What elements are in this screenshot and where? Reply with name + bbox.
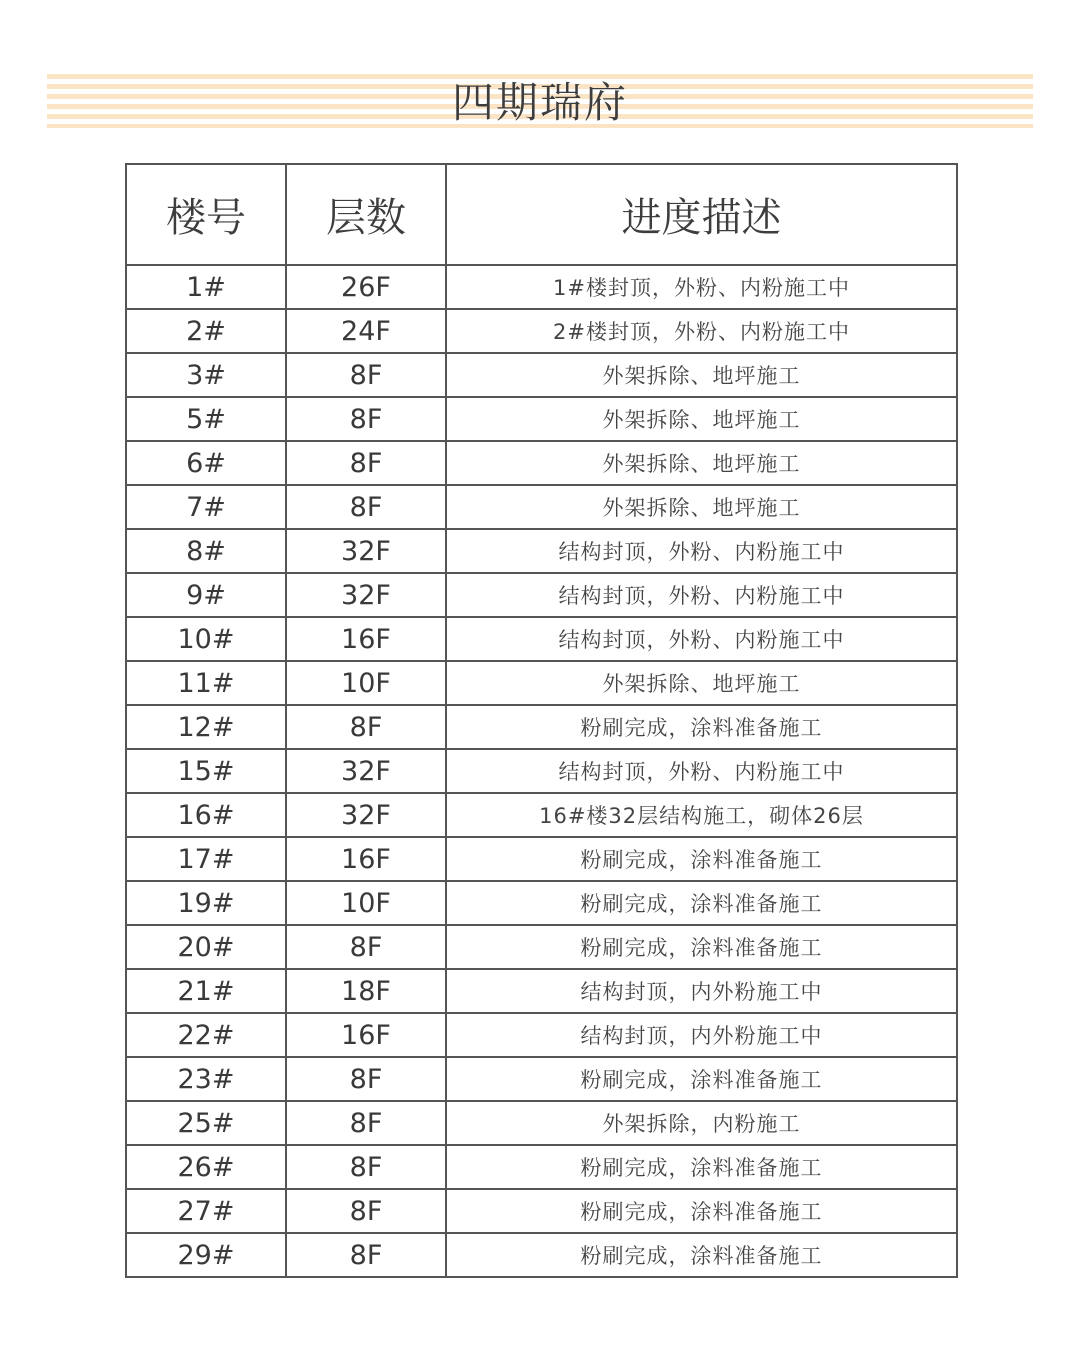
floor-count-cell: 18F <box>286 969 446 1013</box>
table-row <box>126 969 957 1013</box>
table-row <box>126 573 957 617</box>
floor-count-cell: 8F <box>286 1145 446 1189</box>
floor-count-cell: 32F <box>286 749 446 793</box>
progress-description-cell: 粉刷完成，涂料准备施工 <box>446 1233 957 1277</box>
floor-count-cell: 8F <box>286 1233 446 1277</box>
progress-description-cell: 粉刷完成，涂料准备施工 <box>446 881 957 925</box>
building-number-cell: 29# <box>126 1233 286 1277</box>
floor-count-cell: 24F <box>286 309 446 353</box>
table-row <box>126 1233 957 1277</box>
building-number-cell: 22# <box>126 1013 286 1057</box>
progress-description-cell: 1#楼封顶，外粉、内粉施工中 <box>446 265 957 309</box>
table-row <box>126 485 957 529</box>
table-row <box>126 441 957 485</box>
building-number-cell: 11# <box>126 661 286 705</box>
building-number-cell: 7# <box>126 485 286 529</box>
table-row <box>126 1145 957 1189</box>
building-number-cell: 15# <box>126 749 286 793</box>
building-number-cell: 26# <box>126 1145 286 1189</box>
floor-count-cell: 10F <box>286 661 446 705</box>
table-body <box>126 265 957 1277</box>
header-progress: 进度描述 <box>446 164 957 265</box>
floor-count-cell: 8F <box>286 353 446 397</box>
building-number-cell: 8# <box>126 529 286 573</box>
table-row <box>126 749 957 793</box>
floor-count-cell: 32F <box>286 793 446 837</box>
floor-count-cell: 8F <box>286 441 446 485</box>
building-number-cell: 3# <box>126 353 286 397</box>
progress-description-cell: 结构封顶，外粉、内粉施工中 <box>446 749 957 793</box>
building-number-cell: 2# <box>126 309 286 353</box>
floor-count-cell: 8F <box>286 485 446 529</box>
floor-count-cell: 16F <box>286 837 446 881</box>
table-row <box>126 397 957 441</box>
table-row <box>126 925 957 969</box>
table-row <box>126 617 957 661</box>
header-floors: 层数 <box>286 164 446 265</box>
building-number-cell: 20# <box>126 925 286 969</box>
table-row <box>126 529 957 573</box>
building-number-cell: 1# <box>126 265 286 309</box>
building-number-cell: 5# <box>126 397 286 441</box>
building-number-cell: 19# <box>126 881 286 925</box>
progress-description-cell: 外架拆除、地坪施工 <box>446 485 957 529</box>
floor-count-cell: 32F <box>286 573 446 617</box>
floor-count-cell: 8F <box>286 1057 446 1101</box>
progress-description-cell: 外架拆除，内粉施工 <box>446 1101 957 1145</box>
progress-description-cell: 粉刷完成，涂料准备施工 <box>446 837 957 881</box>
progress-description-cell: 结构封顶，外粉、内粉施工中 <box>446 573 957 617</box>
progress-description-cell: 2#楼封顶，外粉、内粉施工中 <box>446 309 957 353</box>
floor-count-cell: 8F <box>286 705 446 749</box>
table-row <box>126 1013 957 1057</box>
table-row <box>126 353 957 397</box>
table-row <box>126 265 957 309</box>
progress-description-cell: 外架拆除、地坪施工 <box>446 441 957 485</box>
progress-description-cell: 16#楼32层结构施工，砌体26层 <box>446 793 957 837</box>
floor-count-cell: 32F <box>286 529 446 573</box>
progress-description-cell: 外架拆除、地坪施工 <box>446 661 957 705</box>
building-number-cell: 21# <box>126 969 286 1013</box>
floor-count-cell: 16F <box>286 1013 446 1057</box>
progress-description-cell: 结构封顶，外粉、内粉施工中 <box>446 529 957 573</box>
header-building: 楼号 <box>126 164 286 265</box>
table-row <box>126 705 957 749</box>
progress-description-cell: 结构封顶，外粉、内粉施工中 <box>446 617 957 661</box>
table-row <box>126 881 957 925</box>
floor-count-cell: 8F <box>286 1189 446 1233</box>
table-header-row <box>126 164 957 265</box>
progress-description-cell: 外架拆除、地坪施工 <box>446 353 957 397</box>
floor-count-cell: 8F <box>286 397 446 441</box>
building-number-cell: 12# <box>126 705 286 749</box>
building-number-cell: 10# <box>126 617 286 661</box>
progress-description-cell: 粉刷完成，涂料准备施工 <box>446 1057 957 1101</box>
building-number-cell: 27# <box>126 1189 286 1233</box>
floor-count-cell: 8F <box>286 1101 446 1145</box>
floor-count-cell: 16F <box>286 617 446 661</box>
table-row <box>126 837 957 881</box>
floor-count-cell: 10F <box>286 881 446 925</box>
table-row <box>126 661 957 705</box>
building-number-cell: 17# <box>126 837 286 881</box>
progress-description-cell: 结构封顶，内外粉施工中 <box>446 969 957 1013</box>
progress-description-cell: 粉刷完成，涂料准备施工 <box>446 1145 957 1189</box>
table-row <box>126 1057 957 1101</box>
building-number-cell: 23# <box>126 1057 286 1101</box>
progress-description-cell: 外架拆除、地坪施工 <box>446 397 957 441</box>
table-row <box>126 309 957 353</box>
progress-description-cell: 粉刷完成，涂料准备施工 <box>446 705 957 749</box>
building-number-cell: 9# <box>126 573 286 617</box>
table-row <box>126 1101 957 1145</box>
building-number-cell: 25# <box>126 1101 286 1145</box>
progress-description-cell: 粉刷完成，涂料准备施工 <box>446 1189 957 1233</box>
building-number-cell: 16# <box>126 793 286 837</box>
page-title: 四期瑞府 <box>451 78 628 127</box>
table-row <box>126 793 957 837</box>
table-row <box>126 1189 957 1233</box>
building-number-cell: 6# <box>126 441 286 485</box>
progress-table <box>125 163 958 1278</box>
floor-count-cell: 26F <box>286 265 446 309</box>
floor-count-cell: 8F <box>286 925 446 969</box>
progress-description-cell: 结构封顶，内外粉施工中 <box>446 1013 957 1057</box>
progress-description-cell: 粉刷完成，涂料准备施工 <box>446 925 957 969</box>
